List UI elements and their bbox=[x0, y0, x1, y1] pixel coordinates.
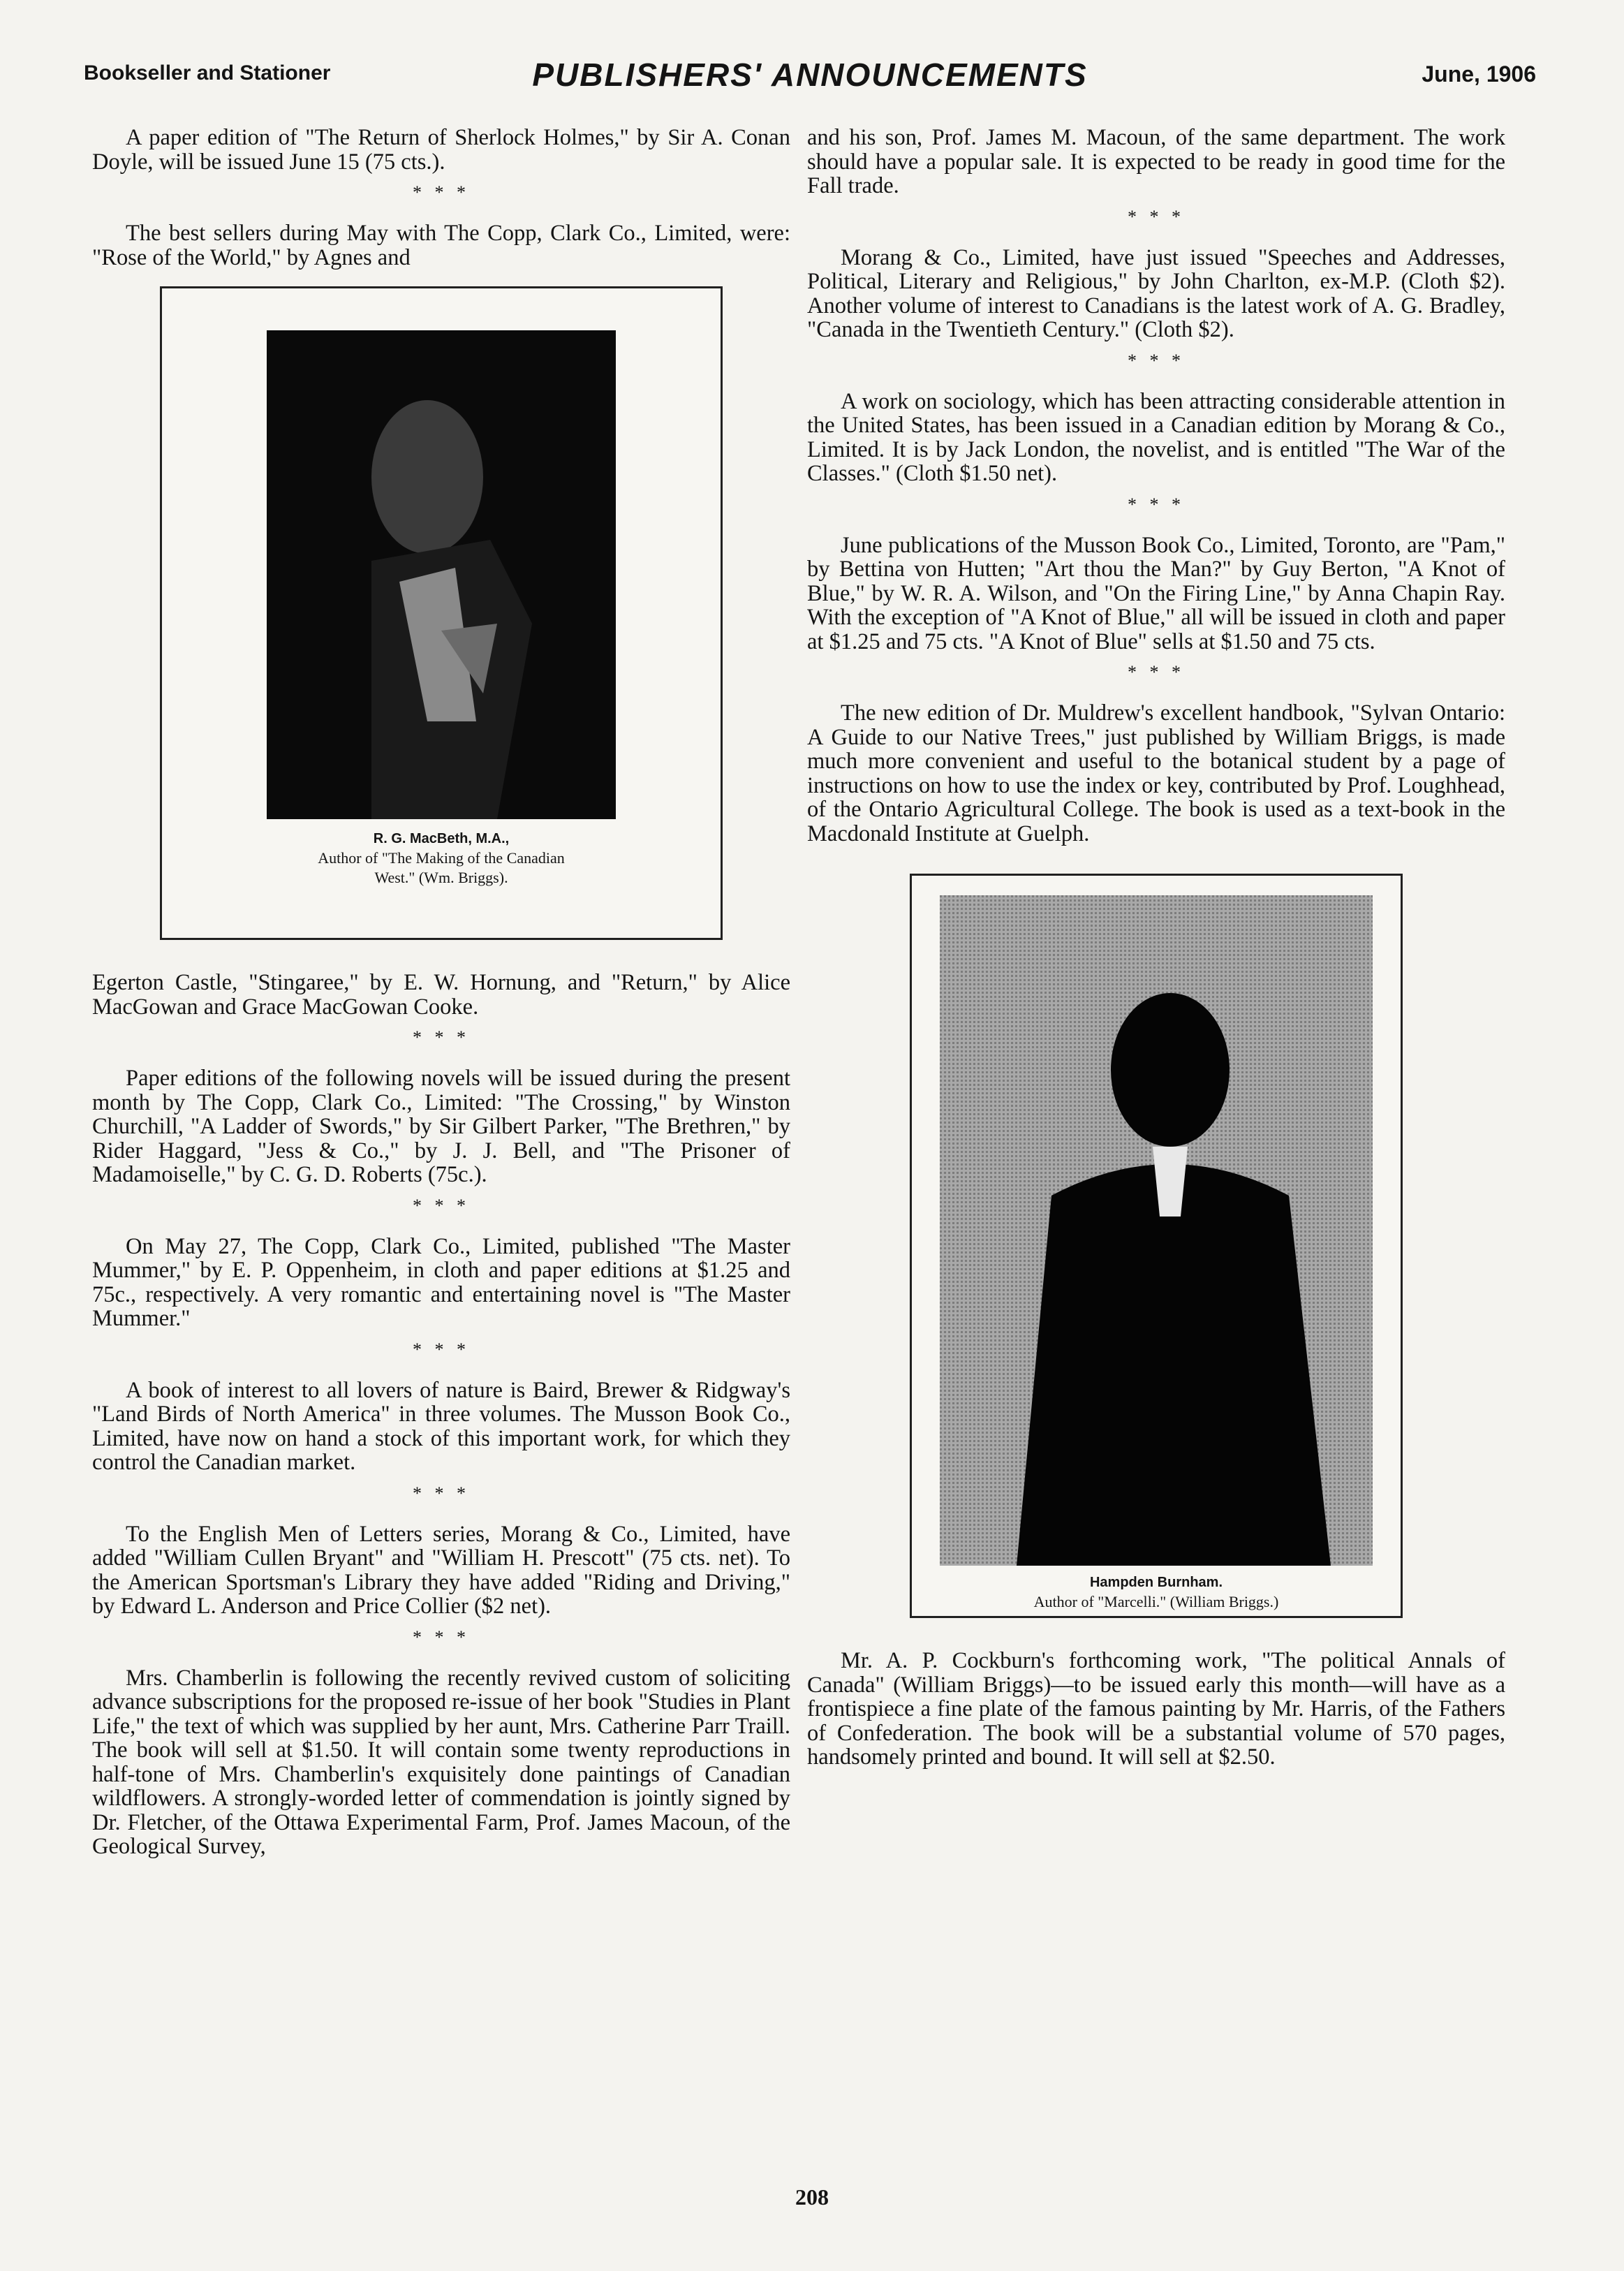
caption-name: R. G. MacBeth, M.A., bbox=[373, 831, 510, 846]
paragraph: Paper editions of the following novels will be issued during the present month by The Copp, Clark Co., Limited: "The Crossing," by Winston Churchill, "A Ladder of Swords," by Sir Gilbert Parker, "The Brethren," by Rider Haggard, "Jess & Co.," by J. J. Bell, and "The Prisoner of Madamoiselle," by C. G. D. Roberts (75c.). bbox=[92, 1066, 790, 1187]
section-divider: * * * bbox=[413, 1626, 470, 1647]
section-divider: * * * bbox=[413, 1027, 470, 1048]
page-header bbox=[84, 56, 1536, 98]
section-divider: * * * bbox=[1128, 662, 1185, 682]
paragraph: Mr. A. P. Cockburn's forthcoming work, "The political Annals of Canada" (William Briggs)—to be issued early this month—will have as a frontispiece a fine plate of the famous painting by Mr. Harris, of the Fathers of Confederation. The book will be a substantial volume of 570 pages, handsomely printed and bound. It will sell at $2.50. bbox=[807, 1648, 1505, 1770]
right-column bbox=[807, 126, 1505, 1782]
paragraph: Morang & Co., Limited, have just issued "Speeches and Addresses, Political, Literary and Religious," by John Charlton, ex-M.P. (Cloth $2). Another volume of interest to Canadians is the latest work of A. G. Bradley, "Canada in the Twentieth Century." (Cloth $2). bbox=[807, 244, 1505, 342]
paragraph: June publications of the Musson Book Co., Limited, Toronto, are "Pam," by Bettina von Hutten; "Art thou the Man?" by Guy Berton, "A Knot of Blue," by W. R. A. Wilson, and "On the Firing Line," by Anna Chapin Ray. With the exception of "A Knot of Blue," all will be issued in cloth and paper at $1.25 and 75 cts. "A Knot of Blue" sells at $1.50 and 75 cts. bbox=[807, 532, 1505, 654]
paragraph: Mrs. Chamberlin is following the recently revived custom of soliciting advance subscriptions for the proposed re-issue of her book "Studies in Plant Life," the text of which was supplied by her aunt, Mrs. Catherine Parr Traill. The book will sell at $1.50. It will contain some twenty reproductions in half-tone of Mrs. Chamberlin's exquisitely done paintings of Canadian wildflowers. A strongly-worded letter of commendation is jointly signed by Dr. Fletcher, of the Ottawa Experimental Farm, Prof. James Macoun, of the Geological Survey, bbox=[92, 1665, 790, 1859]
caption-line: Author of "Marcelli." (William Briggs.) bbox=[1033, 1593, 1279, 1610]
section-divider: * * * bbox=[1128, 350, 1185, 371]
page-number: 208 bbox=[795, 2184, 829, 2210]
portrait-photo bbox=[267, 330, 616, 819]
portrait-caption bbox=[162, 829, 721, 888]
paragraph: On May 27, The Copp, Clark Co., Limited, published "The Master Mummer," by E. P. Oppenheim, in cloth and paper editions at $1.25 and 75c., respectively. A very romantic and entertaining novel is "The Master Mummer." bbox=[92, 1233, 790, 1331]
portrait-caption bbox=[912, 1573, 1401, 1612]
section-divider: * * * bbox=[413, 1483, 470, 1504]
caption-line: West." (Wm. Briggs). bbox=[374, 869, 508, 886]
portrait-figure-macbeth bbox=[160, 286, 723, 940]
paragraph: A work on sociology, which has been attracting considerable attention in the United States, has been issued in a Canadian edition by Morang & Co., Limited. It is by Jack London, the novelist, and is entitled "The War of the Classes." (Cloth $1.50 net). bbox=[807, 388, 1505, 486]
section-divider: * * * bbox=[1128, 494, 1185, 515]
caption-line: Author of "The Making of the Canadian bbox=[318, 849, 565, 867]
paragraph: A paper edition of "The Return of Sherlock Holmes," by Sir A. Conan Doyle, will be issued June 15 (75 cts.). bbox=[92, 125, 790, 175]
section-divider: * * * bbox=[413, 1339, 470, 1360]
portrait-figure-burnham bbox=[910, 874, 1403, 1618]
left-column bbox=[92, 126, 790, 1872]
paragraph: The new edition of Dr. Muldrew's excellent handbook, "Sylvan Ontario: A Guide to our Native Trees," just published by William Briggs, is made much more convenient and useful to the botanical student by a page of instructions on how to use the index or key, contributed by Prof. Loughhead, of the Ontario Agricultural College. The book is used as a text-book in the Macdonald Institute at Guelph. bbox=[807, 700, 1505, 846]
publication-name: Bookseller and Stationer bbox=[84, 61, 331, 84]
portrait-silhouette bbox=[267, 330, 616, 819]
paragraph: The best sellers during May with The Copp, Clark Co., Limited, were: "Rose of the World," by Agnes and bbox=[92, 221, 790, 270]
paragraph: Egerton Castle, "Stingaree," by E. W. Hornung, and "Return," by Alice MacGowan and Grace MacGowan Cooke. bbox=[92, 970, 790, 1020]
paragraph: To the English Men of Letters series, Morang & Co., Limited, have added "William Cullen Bryant" and "William H. Prescott" (75 cts. net). To the American Sportsman's Library they have added "Riding and Driving," by Edward L. Anderson and Price Collier ($2 net). bbox=[92, 1521, 790, 1619]
paragraph: and his son, Prof. James M. Macoun, of the same department. The work should have a popular sale. It is expected to be ready in good time for the Fall trade. bbox=[807, 125, 1505, 198]
issue-date: June, 1906 bbox=[1422, 61, 1536, 87]
paragraph: A book of interest to all lovers of nature is Baird, Brewer & Ridgway's "Land Birds of North America" in three volumes. The Musson Book Co., Limited, have now on hand a stock of this important work, for which they control the Canadian market. bbox=[92, 1377, 790, 1475]
caption-name: Hampden Burnham. bbox=[1089, 1575, 1223, 1590]
section-divider: * * * bbox=[413, 1195, 470, 1216]
portrait-photo bbox=[940, 895, 1373, 1566]
section-divider: * * * bbox=[1128, 206, 1185, 227]
section-title: PUBLISHERS' ANNOUNCEMENTS bbox=[532, 57, 1088, 93]
portrait-silhouette bbox=[940, 895, 1373, 1566]
section-divider: * * * bbox=[413, 182, 470, 203]
